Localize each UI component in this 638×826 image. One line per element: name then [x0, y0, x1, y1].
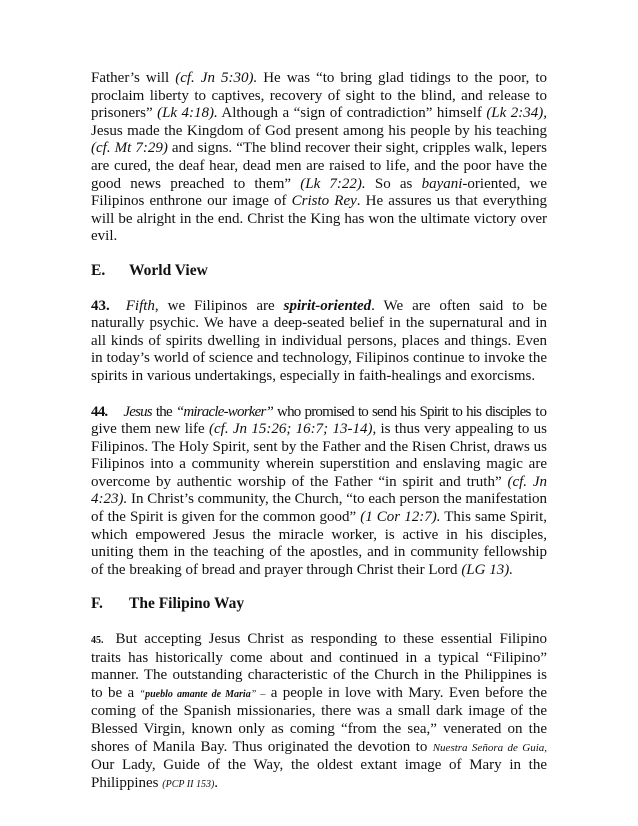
text: .	[214, 774, 219, 791]
text: and signs. “The blind recover their sight, cripples walk, lepers are cured, the deaf hear, dead men are raised to life, and the poor have the good news preached to them”	[91, 140, 547, 192]
text: Jesus made the Kingdom of God present among his people by his teaching	[91, 122, 547, 139]
citation: (Lk 2:34),	[486, 105, 547, 122]
emphasis: spirit-oriented	[283, 297, 372, 314]
text: So as	[365, 175, 422, 192]
citation: (LG 13).	[461, 561, 513, 578]
citation: (PCP II 153)	[162, 778, 215, 790]
quote-mark: ” –	[250, 688, 266, 700]
section-letter: E.	[91, 261, 106, 279]
text: who promised to send his Spirit to his disciples	[273, 403, 531, 420]
text: to give them new life	[91, 403, 547, 438]
emphasis: Jesus	[123, 403, 152, 420]
emphasis: bayani	[421, 175, 463, 192]
citation: (Lk 7:22).	[300, 175, 366, 192]
text: He was “to bring glad tidings to the poor, to proclaim liberty to captives, recovery of sight to the blind, and release to prisoners”	[91, 70, 548, 122]
citation: (cf. Jn 15:26; 16:7; 13-14)	[209, 421, 373, 438]
section-heading-e	[91, 262, 547, 280]
text: a people in love with Mary. Even before the coming of the Spanish missionaries, there was a small dark image of the Blessed Virgin, known only as coming “from the sea,” venerated on the shores of Manila Bay. Thus originated the devotion to	[91, 684, 547, 755]
emphasis: Nuestra Señora de Guia,	[432, 741, 547, 754]
section-title: World View	[129, 261, 208, 279]
citation: (cf. Jn 4:23).	[91, 473, 548, 508]
paragraph-44	[91, 404, 547, 580]
paragraph-number: 44.	[91, 403, 108, 420]
text: -oriented, we Filipinos enthrone our image of	[91, 175, 547, 210]
section-letter: F.	[91, 595, 103, 613]
text: , we Filipinos are	[154, 297, 284, 314]
paragraph-45	[91, 631, 547, 793]
citation: (cf. Mt 7:29)	[91, 140, 168, 157]
text: the	[151, 403, 176, 420]
text: But accepting Jesus Christ as responding to these essential Filipino traits has historically come about and continued in a typical “Filipino” manner. The outstanding characteristic of the Church in the Philippines is to be a	[91, 631, 547, 701]
text: This same Spirit, which empowered Jesus the miracle worker, is active in his disciples, uniting them in the teaching of the apostles, and in community fellowship of the breaking of bread and prayer through Christ their Lord	[91, 509, 548, 578]
section-title: The Filipino Way	[129, 595, 245, 613]
emphasis: Cristo Rey	[291, 193, 357, 210]
document-page	[91, 70, 547, 793]
emphasis: pueblo amante de Maria	[145, 688, 251, 700]
citation: (Lk 4:18).	[157, 105, 218, 122]
citation: (1 Cor 12:7).	[360, 509, 441, 526]
citation: (cf. Jn 5:30).	[175, 70, 258, 86]
emphasis: “miracle-worker”	[175, 403, 274, 420]
paragraph-number: 45.	[91, 635, 104, 647]
paragraph-number: 43.	[91, 297, 110, 314]
text: Although a “sign of contradiction” himself	[217, 105, 487, 122]
text: . He assures us that everything will be alright in the end. Christ the King has won the ultimate victory over evil.	[91, 193, 548, 245]
text: Our Lady, Guide of the Way, the oldest extant image of Mary in the Philippines	[91, 757, 547, 791]
section-heading-f	[91, 595, 547, 613]
text: . We are often said to be naturally psychic. We have a deep-seated belief in the supernatural and in all kinds of spirits dwelling in individual persons, places and things. Even in today’s world of science and technology, Filipinos continue to invoke the spirits in various undertakings, especially in faith-healings and exorcisms.	[91, 297, 547, 384]
quote-mark: “	[139, 688, 146, 700]
emphasis: Fifth	[125, 297, 155, 314]
paragraph-continuation	[91, 70, 547, 246]
paragraph-43	[91, 298, 547, 386]
text: In Christ’s community, the Church, “to each person the manifestation of the Spirit is given for the common good”	[91, 491, 548, 526]
text: Father’s will	[91, 70, 176, 86]
text: , is thus very appealing to us Filipinos. The Holy Spirit, sent by the Father and the Risen Christ, draws us Filipinos into a community wherein superstition and enslaving magic are overcome by authentic worship of the Father “in spirit and truth”	[91, 421, 547, 490]
